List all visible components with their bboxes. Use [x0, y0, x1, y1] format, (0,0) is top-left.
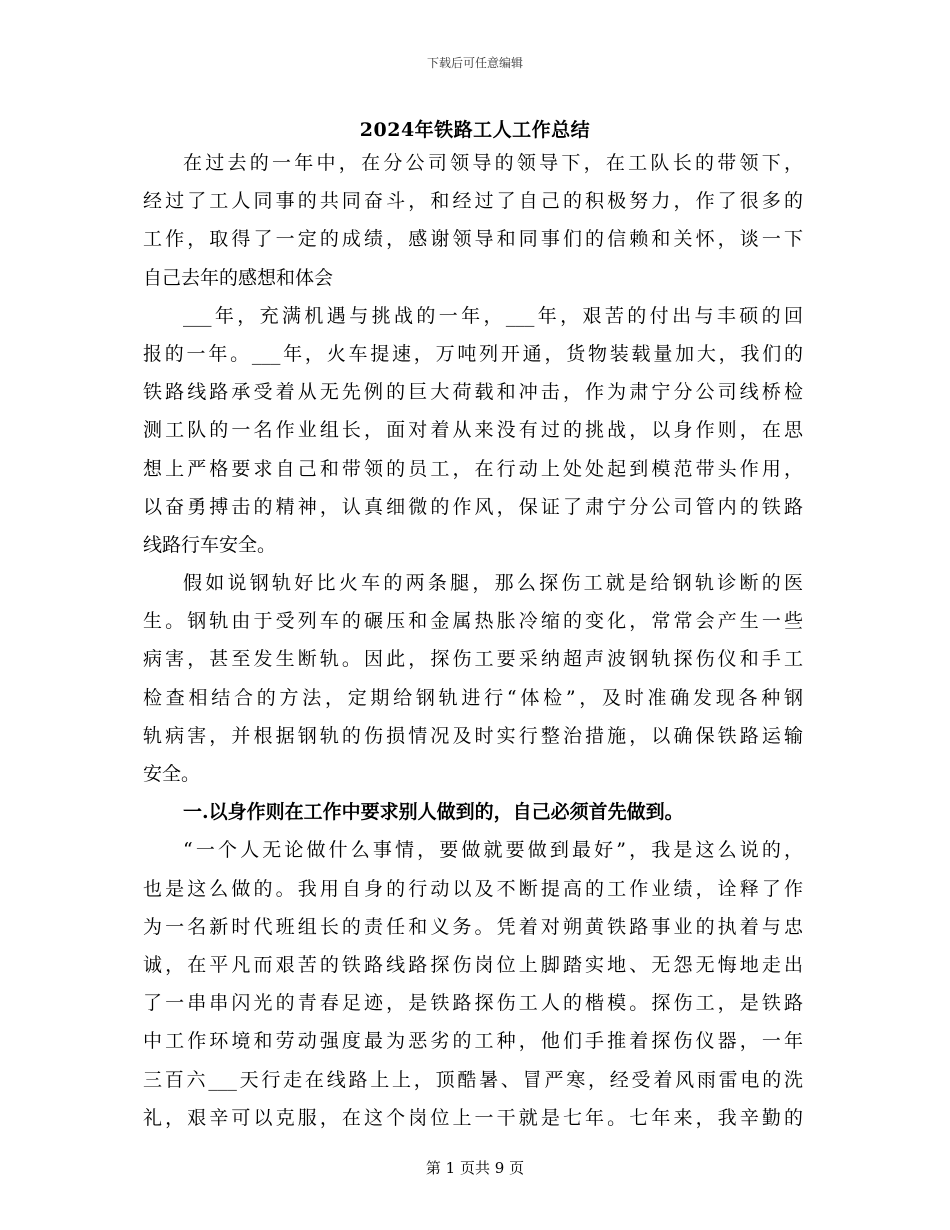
- paragraph-3-line-6: 安全。: [143, 763, 201, 785]
- header-note: 下载后可任意编辑: [426, 56, 523, 70]
- paragraph-1-line-1: 在过去的一年中，在分公司领导的领导下，在工队长的带领下，: [183, 152, 803, 174]
- paragraph-4-line-4: 诚，在平凡而艰苦的铁路线路探伤岗位上脚踏实地、无怨无悔地走出: [143, 953, 803, 976]
- paragraph-2-line-5: 想上严格要求自己和带领的员工，在行动上处处起到模范带头作用，: [143, 457, 803, 480]
- paragraph-3-line-1: 假如说钢轨好比火车的两条腿，那么探伤工就是给钢轨诊断的医: [183, 572, 803, 595]
- paragraph-3-line-2: 生。钢轨由于受列车的碾压和金属热胀冷缩的变化，常常会产生一些: [143, 610, 803, 633]
- document-title: 2024年铁路工人工作总结: [359, 119, 591, 141]
- paragraph-4-line-5: 了一串串闪光的青春足迹，是铁路探伤工人的楷模。探伤工，是铁路: [143, 992, 803, 1015]
- paragraph-3-line-5: 轨病害，并根据钢轨的伤损情况及时实行整治措施，以确保铁路运输: [143, 724, 803, 747]
- paragraph-4-line-7: 三百六___天行走在线路上上，顶酷暑、冒严寒，经受着风雨雷电的洗: [143, 1068, 803, 1091]
- paragraph-4-line-2: 也是这么做的。我用自身的行动以及不断提高的工作业绩，诠释了作: [143, 877, 803, 900]
- section-heading-1: 一.以身作则在工作中要求别人做到的，自己必须首先做到。: [183, 801, 684, 824]
- paragraph-1-line-4: 自己去年的感想和体会: [143, 266, 334, 289]
- paragraph-4-line-6: 中工作环境和劳动强度最为恶劣的工种，他们手推着探伤仪器，一年: [143, 1030, 803, 1053]
- paragraph-4-line-8: 礼，艰辛可以克服，在这个岗位上一干就是七年。七年来，我辛勤的: [143, 1106, 803, 1129]
- paragraph-2-line-2: 报的一年。___年，火车提速，万吨列开通，货物装载量加大，我们的: [143, 342, 803, 365]
- paragraph-1-line-3: 工作，取得了一定的成绩，感谢领导和同事们的信赖和关怀，谈一下: [143, 228, 803, 251]
- paragraph-3-line-3: 病害，甚至发生断轨。因此，探伤工要采纳超声波钢轨探伤仪和手工: [143, 648, 803, 671]
- page-number-footer: 第 1 页共 9 页: [425, 1159, 525, 1177]
- paragraph-2-line-1: ___年，充满机遇与挑战的一年，___年，艰苦的付出与丰硕的回: [183, 304, 803, 327]
- paragraph-4-line-3: 为一名新时代班组长的责任和义务。凭着对朔黄铁路事业的执着与忠: [143, 915, 803, 938]
- paragraph-3-line-4: 检查相结合的方法，定期给钢轨进行“体检”，及时准确发现各种钢: [143, 686, 803, 709]
- paragraph-2-line-4: 测工队的一名作业组长，面对着从来没有过的挑战，以身作则，在思: [143, 419, 803, 442]
- document-body: [143, 144, 803, 1137]
- paragraph-2-line-6: 以奋勇搏击的精神，认真细微的作风，保证了肃宁分公司管内的铁路: [143, 495, 803, 518]
- paragraph-2-line-7: 线路行车安全。: [143, 533, 277, 556]
- paragraph-4-line-1: “一个人无论做什么事情，要做就要做到最好”，我是这么说的，: [183, 839, 803, 862]
- paragraph-2-line-3: 铁路线路承受着从无先例的巨大荷载和冲击，作为肃宁分公司线桥检: [143, 381, 803, 404]
- paragraph-1-line-2: 经过了工人同事的共同奋斗，和经过了自己的积极努力，作了很多的: [143, 190, 803, 213]
